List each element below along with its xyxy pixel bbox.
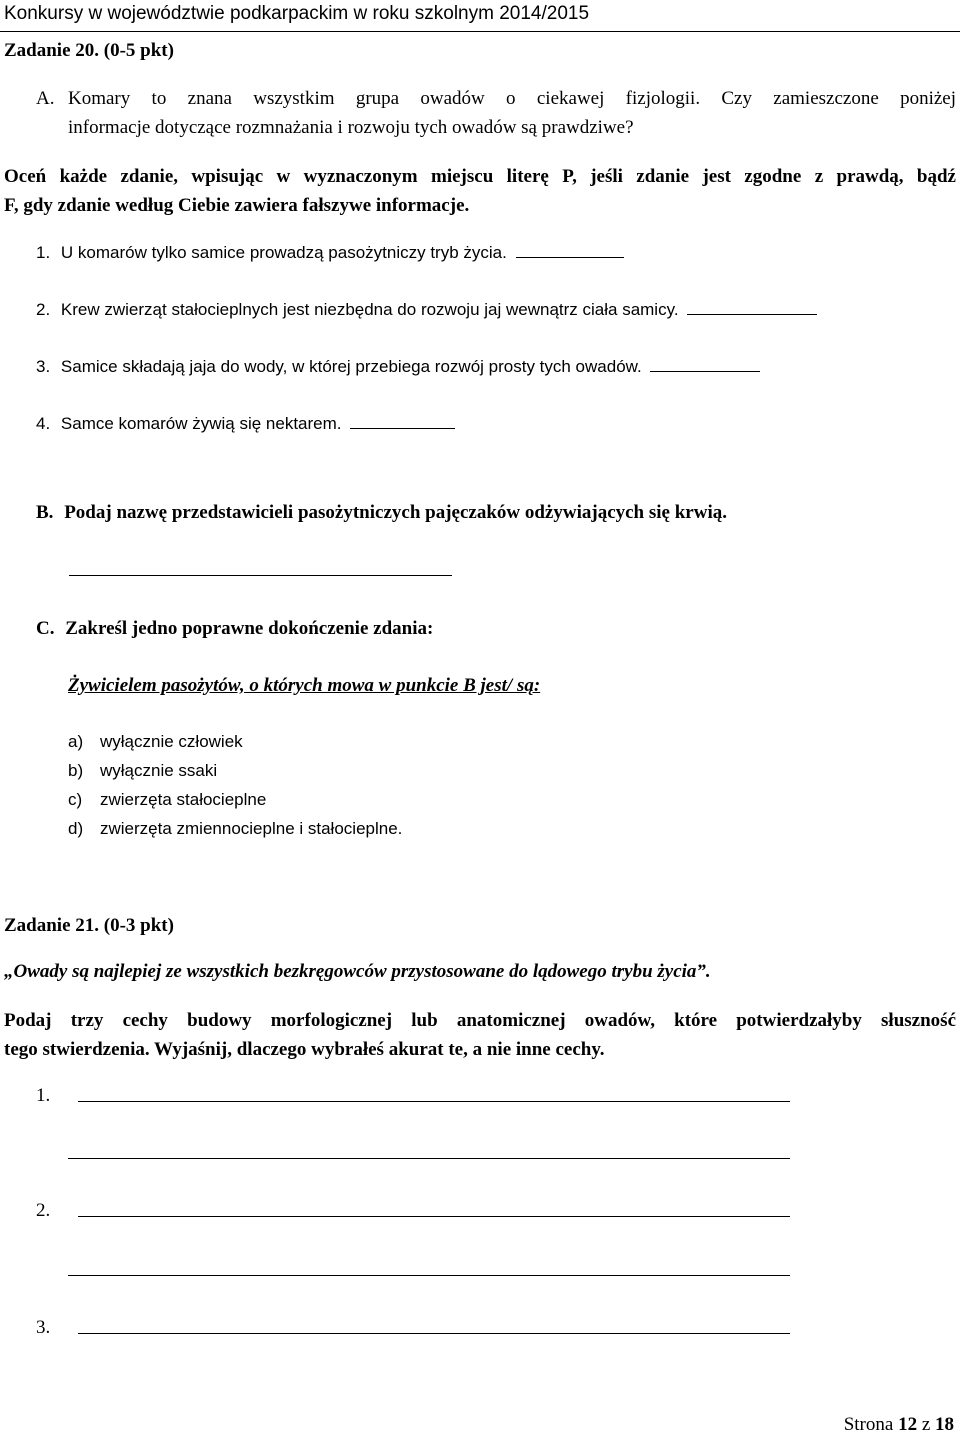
option-text: zwierzęta zmiennocieplne i stałocieplne. bbox=[100, 819, 403, 838]
task20-instruction-line2: F, gdy zdanie według Ciebie zawiera fałszywe informacje. bbox=[4, 195, 470, 216]
option-d[interactable] bbox=[68, 820, 402, 837]
answer-blank-3[interactable] bbox=[650, 370, 760, 372]
page-header-title: Konkursy w województwie podkarpackim w roku szkolnym 2014/2015 bbox=[4, 3, 590, 24]
partB-text: Podaj nazwę przedstawicieli pasożytniczych pajęczaków odżywiających się krwią. bbox=[64, 502, 727, 523]
option-letter: c) bbox=[68, 790, 83, 809]
option-letter: a) bbox=[68, 732, 84, 751]
statement-2 bbox=[36, 301, 817, 318]
statement-4 bbox=[36, 415, 455, 432]
answer-line-3a[interactable] bbox=[78, 1333, 790, 1334]
task20-partA-label: A. bbox=[36, 88, 55, 109]
page-number bbox=[844, 1415, 954, 1434]
task20-partA-text-line2: informacje dotyczące rozmnażania i rozwoju tych owadów są prawdziwe? bbox=[68, 117, 634, 138]
option-text: wyłącznie człowiek bbox=[100, 732, 243, 751]
option-a[interactable] bbox=[68, 733, 243, 750]
option-letter: d) bbox=[68, 819, 84, 838]
option-text: wyłącznie ssaki bbox=[100, 761, 218, 780]
header-divider bbox=[0, 31, 960, 32]
task20-heading: Zadanie 20. (0-5 pkt) bbox=[4, 40, 174, 61]
statement-number: 3. bbox=[36, 357, 51, 376]
option-text: zwierzęta stałocieplne bbox=[100, 790, 267, 809]
task21-heading: Zadanie 21. (0-3 pkt) bbox=[4, 915, 174, 936]
option-letter: b) bbox=[68, 761, 84, 780]
statement-3 bbox=[36, 358, 760, 375]
answer-line-2b[interactable] bbox=[68, 1275, 790, 1276]
task21-quote: „Owady są najlepiej ze wszystkich bezkręgowców przystosowane do lądowego trybu życia”. bbox=[4, 961, 711, 982]
page-total: 18 bbox=[935, 1414, 954, 1435]
partC-label: C. bbox=[36, 618, 55, 639]
task20-partC bbox=[36, 619, 433, 638]
statement-number: 1. bbox=[36, 243, 51, 262]
task20-partB bbox=[36, 503, 727, 522]
answer-number-1: 1. bbox=[36, 1085, 51, 1106]
statement-text: Samice składają jaja do wody, w której przebiega rozwój prosty tych owadów. bbox=[60, 357, 642, 376]
answer-number-2: 2. bbox=[36, 1200, 51, 1221]
statement-text: Samce komarów żywią się nektarem. bbox=[60, 414, 342, 433]
answer-blank-1[interactable] bbox=[516, 256, 624, 258]
task20-instruction-line1: Oceń każde zdanie, wpisując w wyznaczonym miejscu literę P, jeśli zdanie jest zgodne z prawdą, bądź bbox=[4, 166, 956, 187]
page-prefix: Strona bbox=[843, 1414, 894, 1435]
partC-text: Zakreśl jedno poprawne dokończenie zdania: bbox=[65, 618, 434, 639]
statement-text: U komarów tylko samice prowadzą pasożytniczy tryb życia. bbox=[60, 243, 507, 262]
partC-stem: Żywicielem pasożytów, o których mowa w punkcie B jest/ są: bbox=[68, 675, 541, 696]
page-of: z bbox=[921, 1414, 931, 1435]
statement-number: 2. bbox=[36, 300, 51, 319]
answer-line-1a[interactable] bbox=[78, 1101, 790, 1102]
task21-instruction-line2: tego stwierdzenia. Wyjaśnij, dlaczego wybrałeś akurat te, a nie inne cechy. bbox=[4, 1039, 605, 1060]
statement-text: Krew zwierząt stałocieplnych jest niezbędna do rozwoju jaj wewnątrz ciała samicy. bbox=[60, 300, 679, 319]
answer-blank-4[interactable] bbox=[350, 427, 455, 429]
partB-label: B. bbox=[36, 502, 54, 523]
page-current: 12 bbox=[898, 1414, 918, 1435]
statement-number: 4. bbox=[36, 414, 51, 433]
statement-1 bbox=[36, 244, 624, 261]
partB-answer-line[interactable] bbox=[69, 575, 452, 576]
task21-instruction-line1: Podaj trzy cechy budowy morfologicznej lub anatomicznej owadów, które potwierdzałyby słuszność bbox=[4, 1010, 956, 1031]
option-c[interactable] bbox=[68, 791, 266, 808]
option-b[interactable] bbox=[68, 762, 217, 779]
answer-line-1b[interactable] bbox=[68, 1158, 790, 1159]
answer-blank-2[interactable] bbox=[687, 313, 817, 315]
answer-number-3: 3. bbox=[36, 1317, 51, 1338]
answer-line-2a[interactable] bbox=[78, 1216, 790, 1217]
task20-partA-text-line1: Komary to znana wszystkim grupa owadów o ciekawej fizjologii. Czy zamieszczone poniżej bbox=[68, 88, 956, 109]
